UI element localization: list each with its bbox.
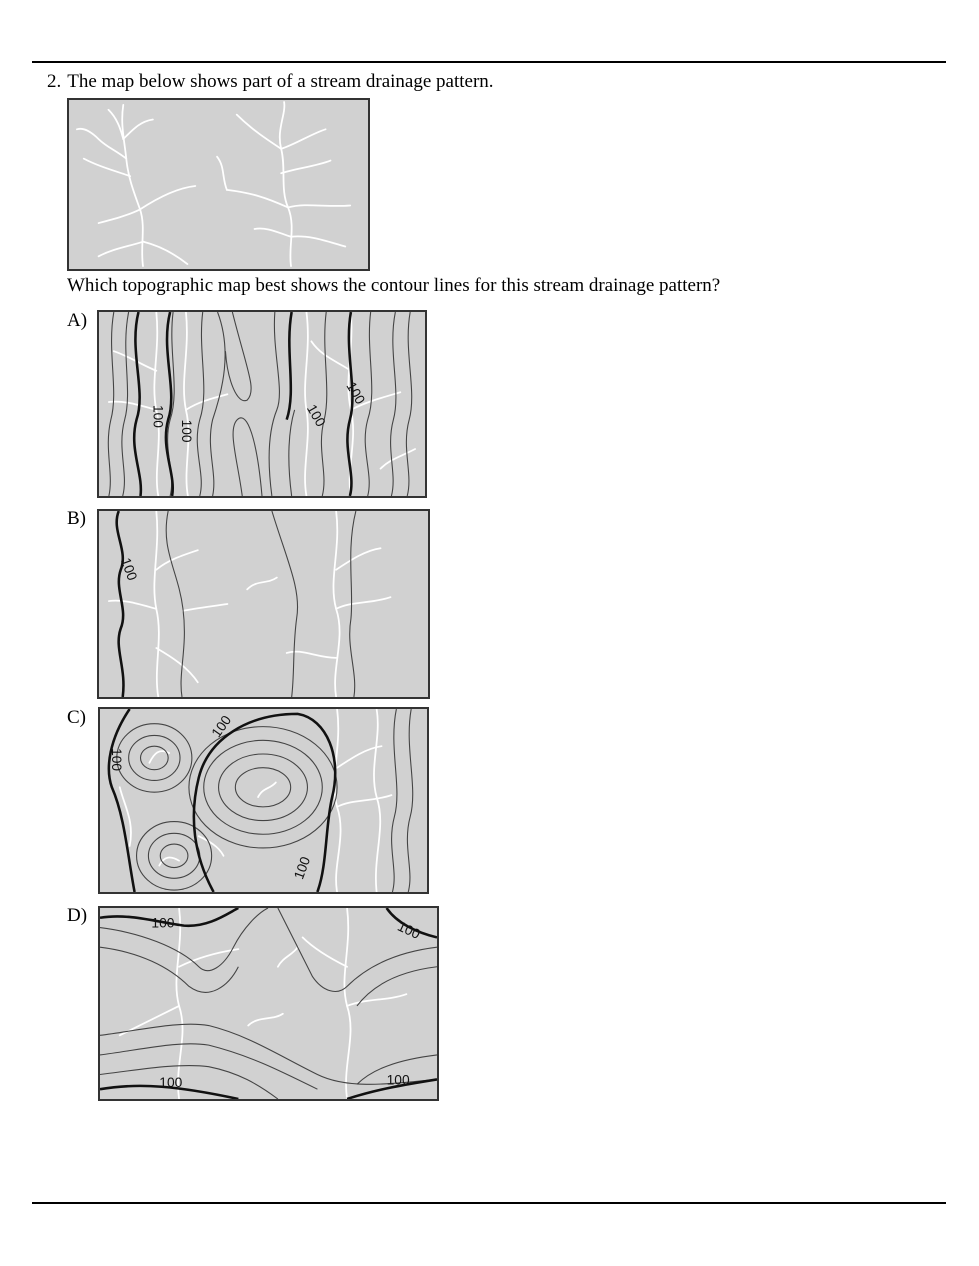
choice-d-contour-label-4: 100 <box>386 1072 410 1088</box>
choice-a-contour-label-2: 100 <box>178 419 195 443</box>
choice-b-map[interactable] <box>97 509 430 699</box>
choice-b-label[interactable]: B) <box>67 508 86 529</box>
choice-d-contour-label-2: 100 <box>395 918 423 942</box>
question-statement: The map below shows part of a stream drainage pattern. <box>67 71 494 92</box>
choice-d-label[interactable]: D) <box>67 905 88 926</box>
choice-c-contour-label: 100 <box>108 748 124 771</box>
choice-a-contour-label-3: 100 <box>303 401 329 430</box>
choice-a-map[interactable] <box>97 310 427 498</box>
drainage-pattern-map <box>67 98 370 271</box>
choice-c-map[interactable] <box>98 707 429 894</box>
choice-d-map[interactable] <box>98 906 439 1101</box>
choice-a-contour-label: 100 <box>150 404 166 428</box>
choice-d-contour-label-3: 100 <box>159 1075 183 1091</box>
choice-b-contour-label: 100 <box>117 555 140 583</box>
choice-c-contour-label-2: 100 <box>208 712 235 741</box>
choice-c-contour-label-3: 100 <box>291 854 314 882</box>
question-text <box>47 71 494 93</box>
question-prompt: Which topographic map best shows the contour lines for this stream drainage pattern? <box>67 275 721 296</box>
choice-c-label[interactable]: C) <box>67 707 86 728</box>
choice-a-label[interactable]: A) <box>67 310 88 331</box>
choice-d-contour-label: 100 <box>151 915 175 931</box>
question-number: 2. <box>47 71 62 92</box>
bottom-rule <box>32 1202 946 1204</box>
top-rule <box>32 61 946 63</box>
choice-a-contour-label-4: 100 <box>343 379 368 407</box>
